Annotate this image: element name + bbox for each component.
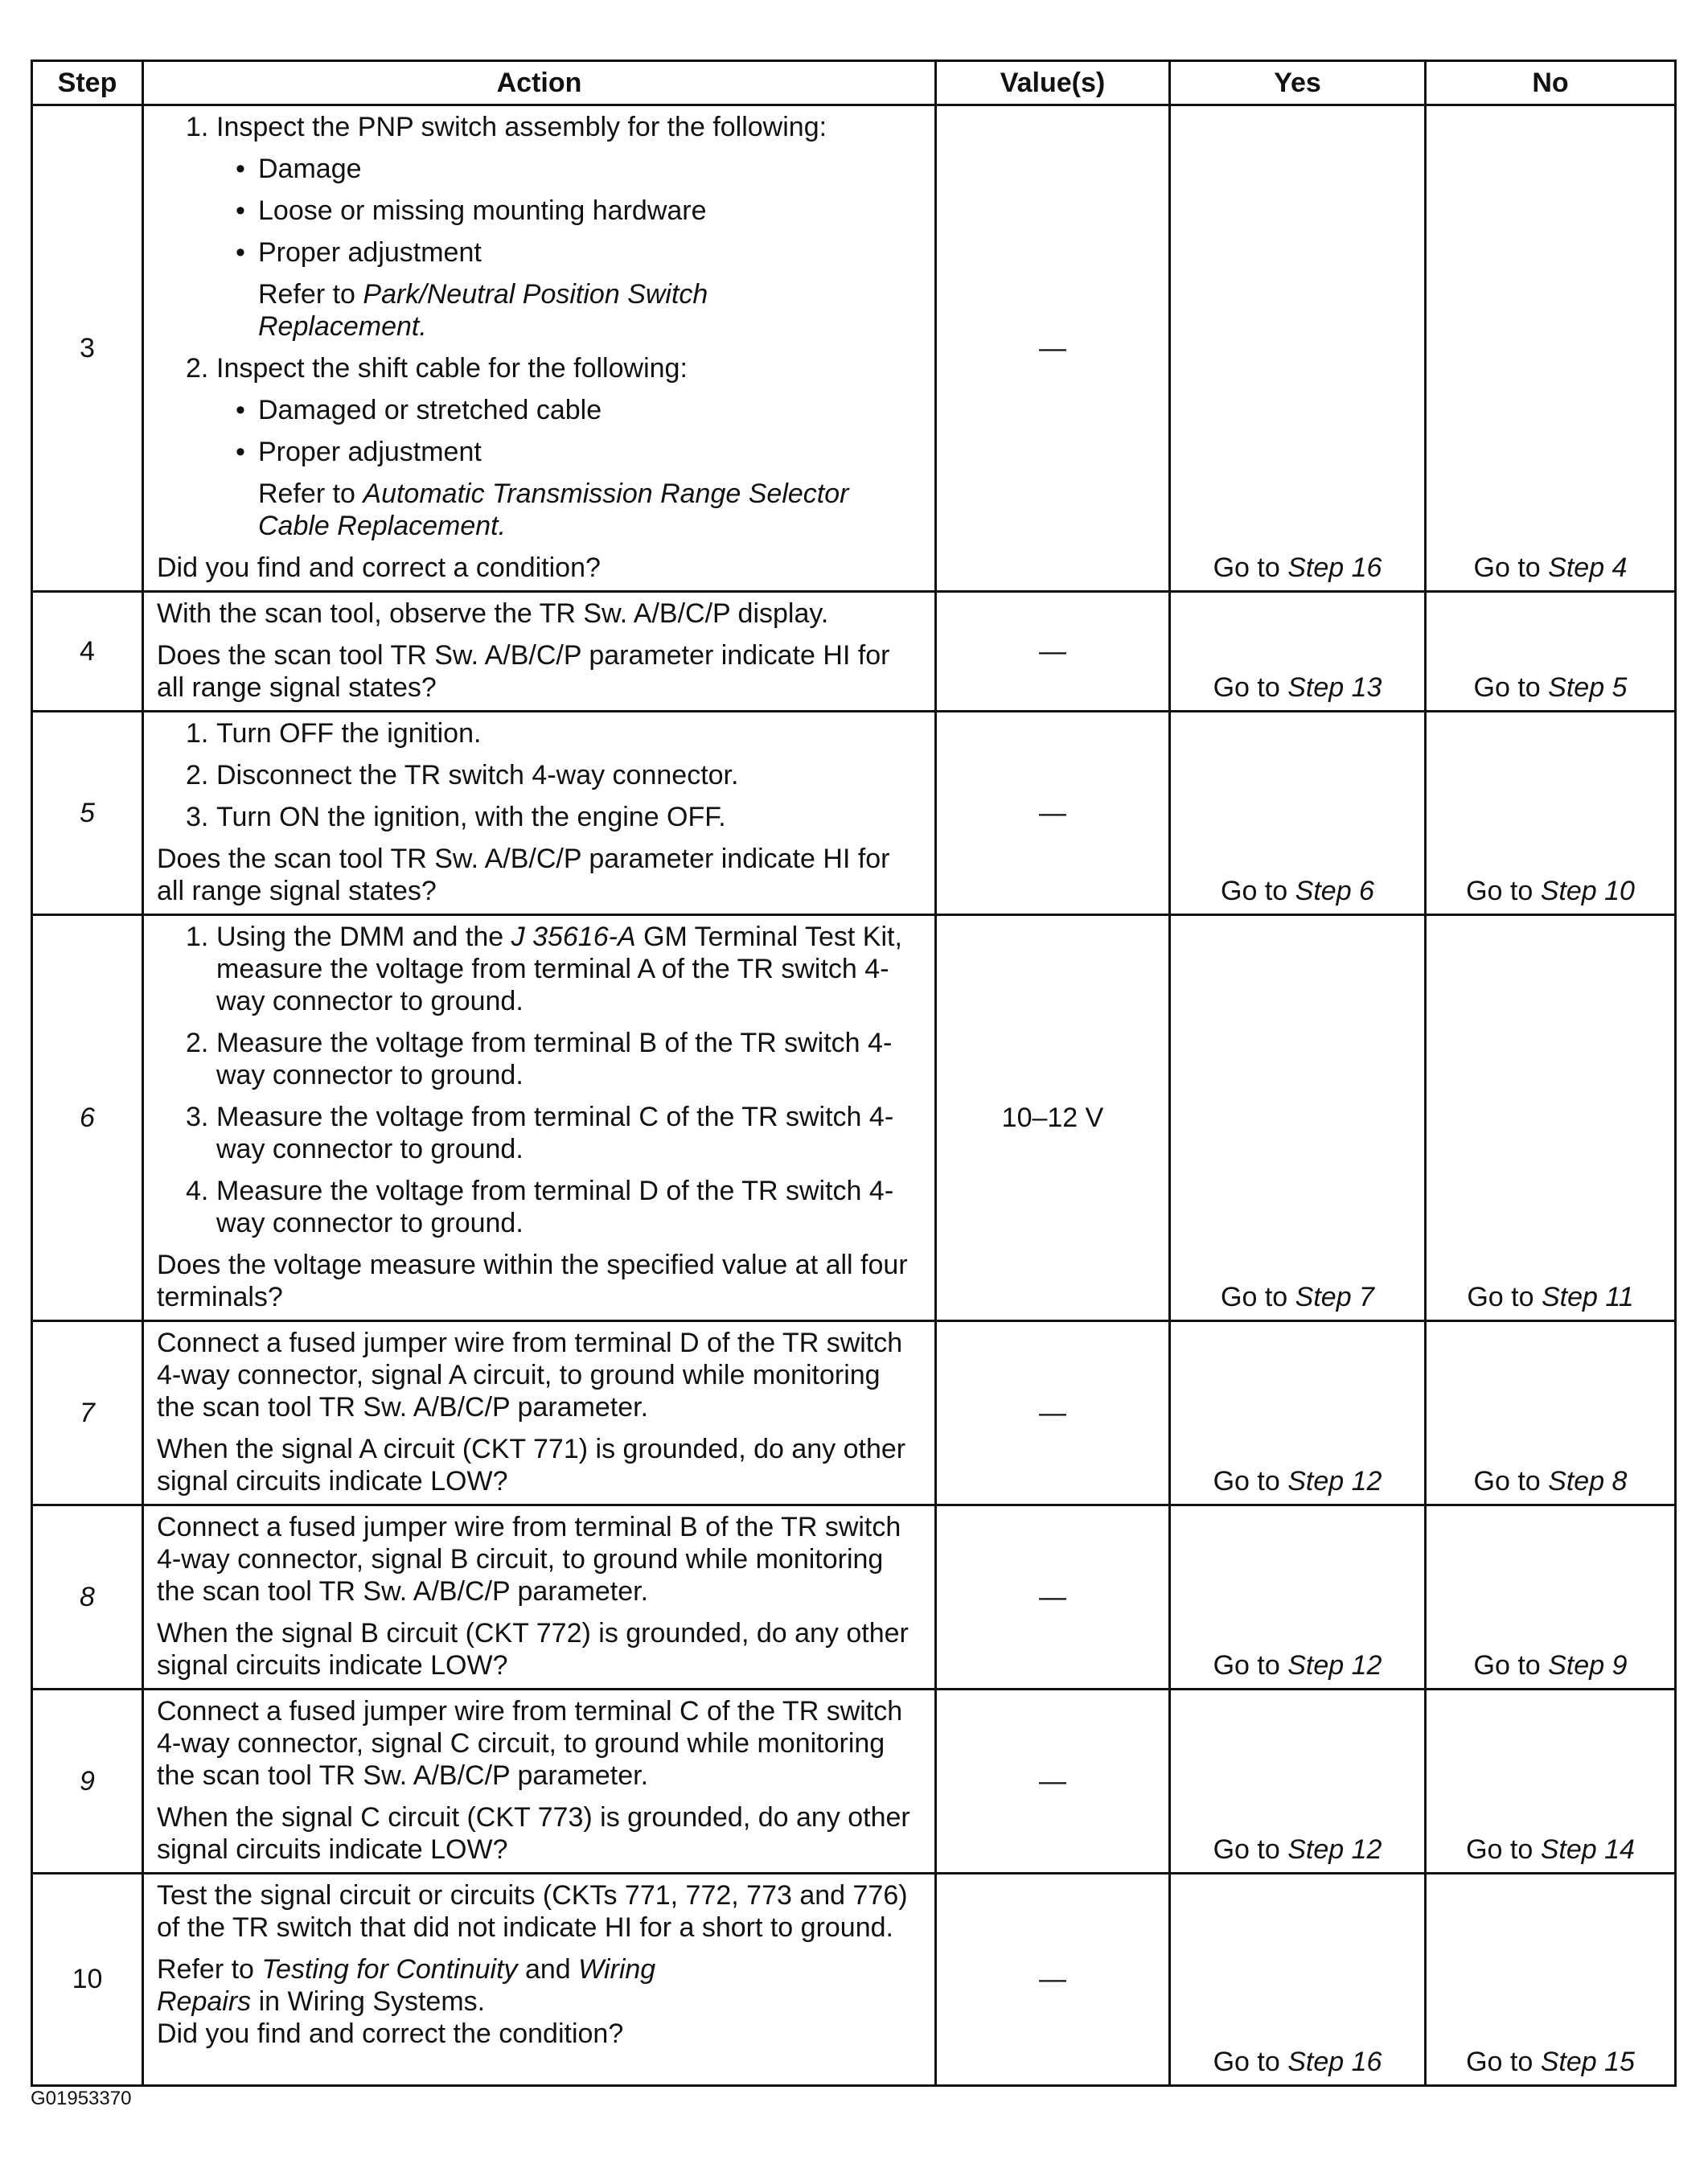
no-step-link[interactable]: Step 11 xyxy=(1541,1282,1634,1312)
action-item: Disconnect the TR switch 4-way connector. xyxy=(216,760,739,790)
action-cell xyxy=(143,1874,936,2086)
table-row xyxy=(32,105,1676,592)
yes-step-link[interactable]: Step 7 xyxy=(1295,1282,1374,1312)
reference-link[interactable]: Testing for Continuity xyxy=(261,1954,518,1985)
yes-cell: Go to Step 16 xyxy=(1170,1874,1426,2086)
action-bullet: Damage xyxy=(258,154,362,184)
yes-cell: Go to Step 7 xyxy=(1170,915,1426,1321)
value-cell: — xyxy=(936,712,1170,915)
no-step-link[interactable]: Step 9 xyxy=(1548,1650,1628,1681)
table-row xyxy=(32,915,1676,1321)
action-bullet: Damaged or stretched cable xyxy=(258,395,602,425)
yes-step-link[interactable]: Step 12 xyxy=(1287,1650,1382,1681)
yes-cell: Go to Step 16 xyxy=(1170,105,1426,592)
figure-code: G01953370 xyxy=(31,2088,132,2109)
yes-cell: Go to Step 12 xyxy=(1170,1505,1426,1690)
table-row xyxy=(32,712,1676,915)
action-cell xyxy=(143,592,936,712)
action-text: Test the signal circuit or circuits (CKTs 771, 772, 773 and 776) of the TR switch that did not indicate HI for a short to ground. xyxy=(157,1880,908,1943)
table-row xyxy=(32,1505,1676,1690)
no-cell: Go to Step 10 xyxy=(1426,712,1676,915)
value-cell: — xyxy=(936,1505,1170,1690)
action-bullet: Proper adjustment xyxy=(258,437,482,467)
action-text: With the scan tool, observe the TR Sw. A/B/C/P display. xyxy=(157,598,829,629)
action-bullet: Loose or missing mounting hardware xyxy=(258,195,707,226)
no-step-link[interactable]: Step 5 xyxy=(1548,672,1628,703)
action-question: Does the scan tool TR Sw. A/B/C/P parameter indicate HI for all range signal states? xyxy=(157,844,890,906)
step-number: 6 xyxy=(32,915,143,1321)
action-item: Measure the voltage from terminal D of the TR switch 4-way connector to ground. xyxy=(216,1176,894,1238)
yes-cell: Go to Step 12 xyxy=(1170,1321,1426,1505)
action-text: Connect a fused jumper wire from terminal D of the TR switch 4-way connector, signal A circuit, to ground while monitoring the scan tool TR Sw. A/B/C/P parameter. xyxy=(157,1328,903,1423)
table-row xyxy=(32,592,1676,712)
no-cell: Go to Step 11 xyxy=(1426,915,1676,1321)
header-yes: Yes xyxy=(1170,61,1426,105)
reference-link[interactable]: Wiring Repairs xyxy=(157,1954,656,2017)
action-item: Turn OFF the ignition. xyxy=(216,718,482,749)
no-step-link[interactable]: Step 15 xyxy=(1540,2047,1635,2077)
value-cell: — xyxy=(936,1690,1170,1874)
action-cell: 1. Using the DMM and the J 35616-A GM Terminal Test Kit, measure the voltage from terminal A of the TR switch 4-way connector to ground. 2. Measure the voltage from terminal B of the TR switch 4-way connector to ground. 3. Measure the voltage from terminal C of the TR switch 4-way connector to ground. 4. Measure the voltage from terminal D of the TR switch 4-way connector to ground. Does the voltage measure within the specified value at all four terminals? xyxy=(143,915,936,1321)
step-number: 5 xyxy=(32,712,143,915)
refer-text: Refer to xyxy=(258,279,363,310)
table-header-row xyxy=(32,61,1676,105)
value-cell: 10–12 V xyxy=(936,915,1170,1321)
table-row xyxy=(32,1321,1676,1505)
action-question: Did you find and correct a condition? xyxy=(157,552,601,583)
yes-cell: Go to Step 13 xyxy=(1170,592,1426,712)
refer-text: Refer to Testing for Continuity and Wiring Repairs in Wiring Systems. xyxy=(157,1954,656,2017)
table-row xyxy=(32,1874,1676,2086)
no-step-link[interactable]: Step 14 xyxy=(1540,1834,1635,1865)
header-values: Value(s) xyxy=(936,61,1170,105)
reference-link[interactable]: Automatic Transmission Range Selector Cable Replacement. xyxy=(258,478,849,541)
no-cell: Go to Step 4 xyxy=(1426,105,1676,592)
action-bullet: Proper adjustment xyxy=(258,237,482,268)
reference-link[interactable]: Park/Neutral Position Switch Replacement. xyxy=(258,279,708,342)
action-cell xyxy=(143,1505,936,1690)
action-cell xyxy=(143,1321,936,1505)
step-number: 9 xyxy=(32,1690,143,1874)
header-action: Action xyxy=(143,61,936,105)
value-cell: — xyxy=(936,1874,1170,2086)
header-step: Step xyxy=(32,61,143,105)
action-item: Measure the voltage from terminal B of the TR switch 4-way connector to ground. xyxy=(216,1028,893,1090)
action-question: Does the voltage measure within the specified value at all four terminals? xyxy=(157,1250,908,1312)
yes-step-link[interactable]: Step 16 xyxy=(1287,552,1382,583)
yes-cell: Go to Step 6 xyxy=(1170,712,1426,915)
no-cell: Go to Step 9 xyxy=(1426,1505,1676,1690)
no-cell: Go to Step 15 xyxy=(1426,1874,1676,2086)
step-number: 8 xyxy=(32,1505,143,1690)
yes-step-link[interactable]: Step 16 xyxy=(1287,2047,1382,2077)
action-cell: 1. Turn OFF the ignition. 2. Disconnect the TR switch 4-way connector. 3. Turn ON the ignition, with the engine OFF. Does the scan tool TR Sw. A/B/C/P parameter indicate HI for all range signal states? xyxy=(143,712,936,915)
value-cell: — xyxy=(936,105,1170,592)
action-question: Did you find and correct the condition? xyxy=(157,2018,624,2049)
no-cell: Go to Step 5 xyxy=(1426,592,1676,712)
refer-text: Refer to xyxy=(258,478,363,509)
yes-step-link[interactable]: Step 12 xyxy=(1287,1466,1382,1497)
value-cell: — xyxy=(936,1321,1170,1505)
no-step-link[interactable]: Step 10 xyxy=(1540,876,1635,906)
step-number: 7 xyxy=(32,1321,143,1505)
no-cell: Go to Step 14 xyxy=(1426,1690,1676,1874)
action-question: When the signal C circuit (CKT 773) is grounded, do any other signal circuits indicate LOW? xyxy=(157,1802,910,1865)
action-cell: 1. Inspect the PNP switch assembly for the following: • Damage • Loose or missing mounting hardware • Proper adjustment Refer to Park/Neutral Position Switch Replacement. 2. Inspect the shift cable for the following: • Damaged or stretched cable • Proper adjustment Refer to Automatic Transmission Range Selector Cable Replacement. Did you find and correct a condition? xyxy=(143,105,936,592)
diagnostic-table xyxy=(31,60,1677,2087)
action-question: When the signal B circuit (CKT 772) is grounded, do any other signal circuits indicate LOW? xyxy=(157,1618,909,1681)
action-text: Connect a fused jumper wire from terminal B of the TR switch 4-way connector, signal B circuit, to ground while monitoring the scan tool TR Sw. A/B/C/P parameter. xyxy=(157,1512,901,1607)
yes-step-link[interactable]: Step 12 xyxy=(1287,1834,1382,1865)
yes-cell: Go to Step 12 xyxy=(1170,1690,1426,1874)
action-question: Does the scan tool TR Sw. A/B/C/P parameter indicate HI for all range signal states? xyxy=(157,640,890,703)
yes-step-link[interactable]: Step 6 xyxy=(1295,876,1374,906)
tool-reference: J 35616-A xyxy=(511,922,636,952)
no-step-link[interactable]: Step 4 xyxy=(1548,552,1628,583)
action-item: Inspect the shift cable for the following: xyxy=(216,353,688,384)
action-text: Connect a fused jumper wire from terminal C of the TR switch 4-way connector, signal C circuit, to ground while monitoring the scan tool TR Sw. A/B/C/P parameter. xyxy=(157,1696,903,1791)
action-question: When the signal A circuit (CKT 771) is grounded, do any other signal circuits indicate LOW? xyxy=(157,1434,906,1497)
step-number: 4 xyxy=(32,592,143,712)
action-item: Measure the voltage from terminal C of the TR switch 4-way connector to ground. xyxy=(216,1102,894,1164)
step-number: 10 xyxy=(32,1874,143,2086)
action-cell xyxy=(143,1690,936,1874)
value-cell: — xyxy=(936,592,1170,712)
yes-step-link[interactable]: Step 13 xyxy=(1287,672,1382,703)
action-item: Inspect the PNP switch assembly for the following: xyxy=(216,112,827,142)
step-number: 3 xyxy=(32,105,143,592)
table-row xyxy=(32,1690,1676,1874)
header-no: No xyxy=(1426,61,1676,105)
no-cell: Go to Step 8 xyxy=(1426,1321,1676,1505)
action-item: Turn ON the ignition, with the engine OFF. xyxy=(216,802,726,832)
action-item: Using the DMM and the J 35616-A GM Terminal Test Kit, measure the voltage from terminal A of the TR switch 4-way connector to ground. xyxy=(216,922,902,1016)
no-step-link[interactable]: Step 8 xyxy=(1548,1466,1628,1497)
